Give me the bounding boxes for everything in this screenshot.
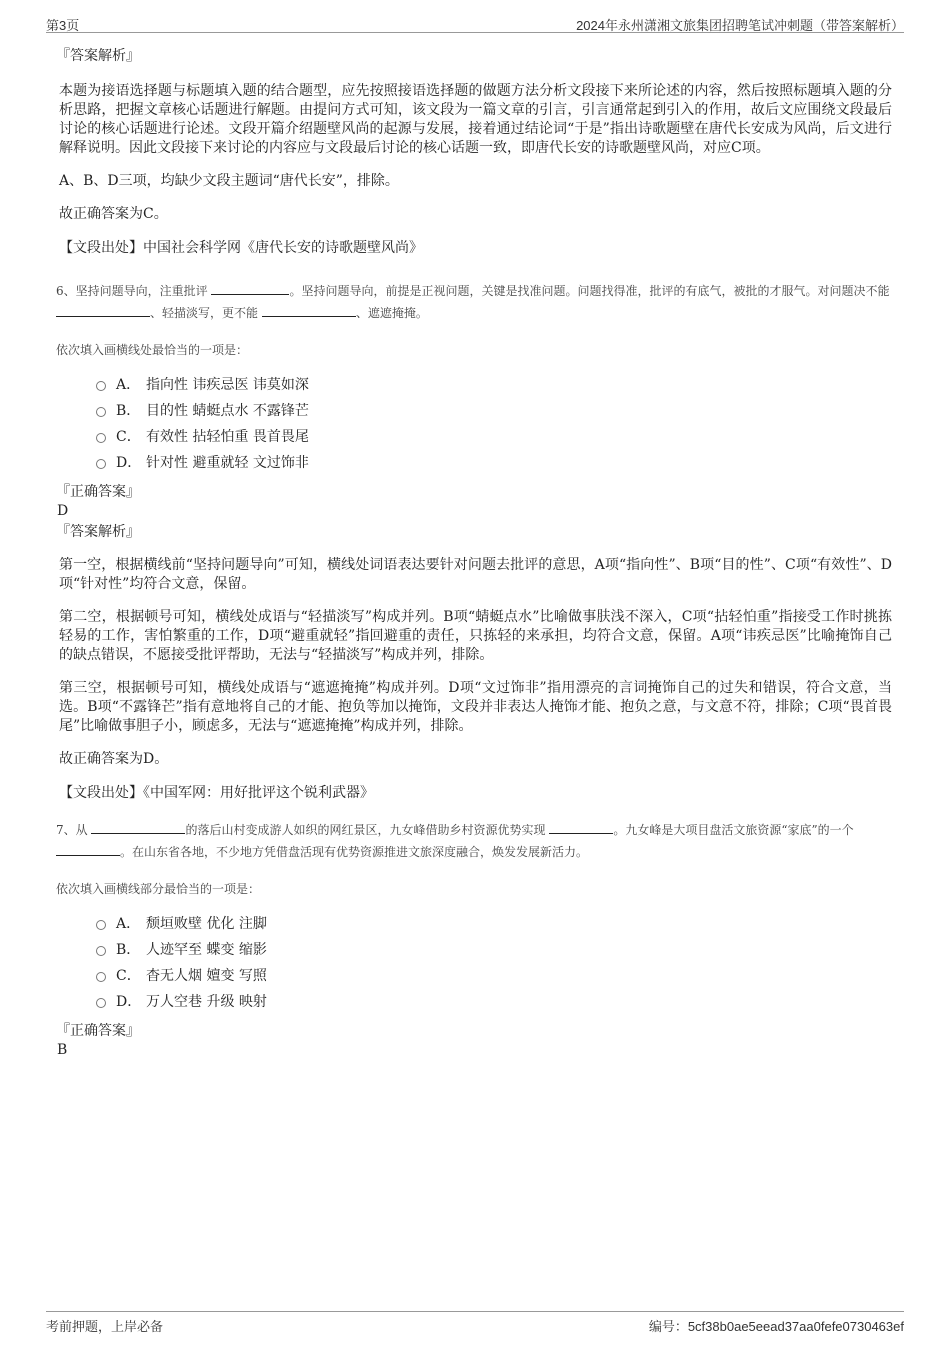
q7-number: 7、 xyxy=(56,823,76,837)
q6-prompt: 依次填入画横线处最恰当的一项是： xyxy=(56,343,249,357)
q7-correct-answer: B xyxy=(57,1042,68,1058)
radio-icon[interactable] xyxy=(96,407,106,417)
q6-correct-label: 『正确答案』 xyxy=(56,484,140,500)
q5-analysis-label: 『答案解析』 xyxy=(56,48,140,64)
q6-analysis-paragraph: 故正确答案为D。 xyxy=(59,751,169,767)
q6-option-a[interactable]: A． 指向性 讳疾忌医 讳莫如深 xyxy=(96,372,892,398)
radio-icon[interactable] xyxy=(96,972,106,982)
q5-analysis-paragraph: A、B、D三项，均缺少文段主题词“唐代长安”，排除。 xyxy=(59,173,399,189)
page-number: 第3页 xyxy=(46,18,80,33)
q6-number: 6、 xyxy=(56,284,76,298)
radio-icon[interactable] xyxy=(96,381,106,391)
q5-source: 【文段出处】中国社会科学网《唐代长安的诗歌题壁风尚》 xyxy=(59,240,423,256)
q7-correct-label: 『正确答案』 xyxy=(56,1023,140,1039)
q7-options xyxy=(96,911,892,1015)
page-footer xyxy=(46,1311,904,1334)
q7-option-a[interactable]: A． 颓垣败壁 优化 注脚 xyxy=(96,911,892,937)
q5-analysis-paragraph: 本题为接语选择题与标题填入题的结合题型，应先按照接语选择题的做题方法分析文段接下来所论述的内容，然后按照标题填入题的分析思路，把握文章核心话题进行解题。由提问方式可知，该文段为一篇文章的引言，引言通常起到引入的作用，故后文应围绕文段最后讨论的核心话题进行论述。文段开篇介绍题壁风尚的起源与发展，接着通过结论词“于是”指出诗歌题壁在唐代长安成为风尚，后文进行解释说明。因此文段接下来讨论的内容应与文段最后讨论的核心话题一致，即唐代长安的诗歌题壁风尚，对应C项。 xyxy=(59,83,892,156)
document-code: 编号：5cf38b0ae5eead37aa0fefe0730463ef xyxy=(648,1319,904,1334)
q6-options xyxy=(96,372,892,476)
radio-icon[interactable] xyxy=(96,459,106,469)
radio-icon[interactable] xyxy=(96,946,106,956)
q6-source: 【文段出处】《中国军网：用好批评这个锐利武器》 xyxy=(59,785,374,801)
q6-blank-2 xyxy=(56,302,150,317)
radio-icon[interactable] xyxy=(96,920,106,930)
q7-blank-1 xyxy=(91,819,185,834)
q6-blank-1 xyxy=(211,280,289,295)
q6-correct-answer: D xyxy=(57,503,69,519)
radio-icon[interactable] xyxy=(96,433,106,443)
page-content xyxy=(56,46,892,1059)
q6-stem: 6、坚持问题导向，注重批评 。坚持问题导向，前提是正视问题，关键是找准问题。问题找得准，批评的有底气，被批的才服气。对问题决不能 、轻描淡写，更不能 、遮遮掩掩。 xyxy=(56,280,892,324)
q7-blank-2 xyxy=(549,819,613,834)
q7-option-c[interactable]: C． 杳无人烟 嬗变 写照 xyxy=(96,963,892,989)
q6-analysis-paragraph: 第三空，根据顿号可知，横线处成语与“遮遮掩掩”构成并列。D项“文过饰非”指用漂亮的言词掩饰自己的过失和错误，符合文意，当选。B项“不露锋芒”指有意地将自己的才能、抱负等加以掩饰，文段并非表达人掩饰才能、抱负之意，与文意不符，排除；C项“畏首畏尾”比喻做事胆子小，顾虑多，无法与“遮遮掩掩”构成并列，排除。 xyxy=(59,680,892,734)
q6-analysis-label: 『答案解析』 xyxy=(56,524,140,540)
q7-prompt: 依次填入画横线部分最恰当的一项是： xyxy=(56,882,261,896)
q7-stem: 7、从 的落后山村变成游人如织的网红景区，九女峰借助乡村资源优势实现 。九女峰是大项目盘活文旅资源“家底”的一个 。在山东省各地，不少地方凭借盘活现有优势资源推进文旅深度融合，焕发发展新活力。 xyxy=(56,819,892,863)
q6-option-c[interactable]: C． 有效性 拈轻怕重 畏首畏尾 xyxy=(96,424,892,450)
q6-option-b[interactable]: B． 目的性 蜻蜓点水 不露锋芒 xyxy=(96,398,892,424)
q6-blank-3 xyxy=(262,302,356,317)
footer-slogan: 考前押题，上岸必备 xyxy=(46,1319,164,1334)
radio-icon[interactable] xyxy=(96,998,106,1008)
q7-option-b[interactable]: B． 人迹罕至 蝶变 缩影 xyxy=(96,937,892,963)
q5-analysis-paragraph: 故正确答案为C。 xyxy=(59,206,168,222)
q6-analysis-paragraph: 第二空，根据顿号可知，横线处成语与“轻描淡写”构成并列。B项“蜻蜓点水”比喻做事肤浅不深入，C项“拈轻怕重”指接受工作时挑拣轻易的工作，害怕繁重的工作，D项“避重就轻”指回避重的责任，只拣轻的来承担，均符合文意，保留。A项“讳疾忌医”比喻掩饰自己的缺点错误，不愿接受批评帮助，无法与“轻描淡写”构成并列，排除。 xyxy=(59,609,892,663)
q6-analysis-paragraph: 第一空，根据横线前“坚持问题导向”可知，横线处词语表达要针对问题去批评的意思，A项“指向性”、B项“目的性”、C项“有效性”、D项“针对性”均符合文意，保留。 xyxy=(59,557,892,592)
q6-option-d[interactable]: D． 针对性 避重就轻 文过饰非 xyxy=(96,450,892,476)
document-title: 2024年永州潇湘文旅集团招聘笔试冲刺题（带答案解析） xyxy=(576,18,904,33)
q7-blank-3 xyxy=(56,841,120,856)
q7-option-d[interactable]: D． 万人空巷 升级 映射 xyxy=(96,989,892,1015)
page-header xyxy=(46,12,904,33)
